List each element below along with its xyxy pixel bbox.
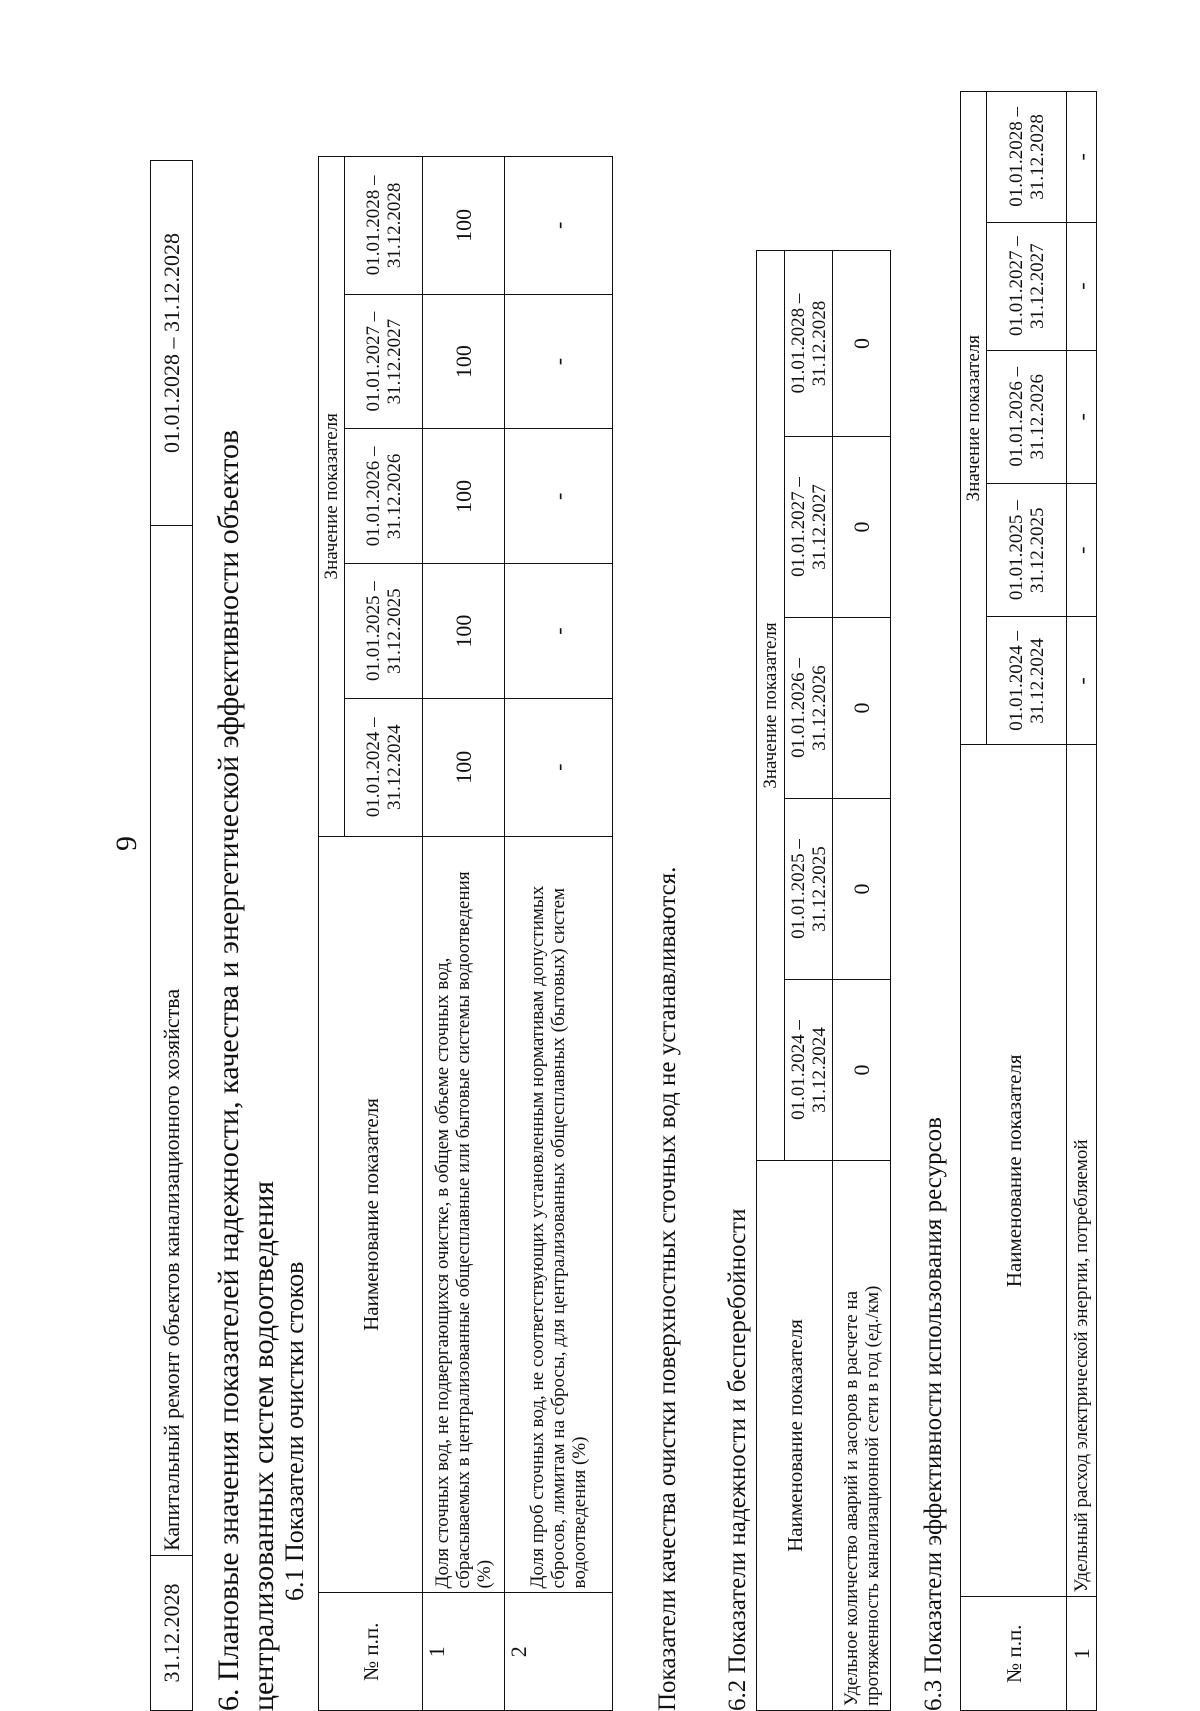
table-6-2 xyxy=(756,250,891,1711)
t62-period-5: 01.01.2028 – 31.12.2028 xyxy=(785,250,833,436)
schedule-period: 01.01.2028 – 31.12.2028 xyxy=(151,161,193,526)
t62-period-3: 01.01.2026 – 31.12.2026 xyxy=(785,618,833,799)
t61-period-3: 01.01.2026 – 31.12.2026 xyxy=(345,429,423,564)
t63-period-2: 01.01.2025 – 31.12.2025 xyxy=(987,484,1067,617)
t62-period-2: 01.01.2025 – 31.12.2025 xyxy=(785,799,833,980)
t61-period-1: 01.01.2024 – 31.12.2024 xyxy=(345,698,423,836)
surface-wastewater-note: Показатели качества очистки поверхностных сточных вод не устанавливаются. xyxy=(654,866,681,1711)
t63-row1-v4: - xyxy=(1067,222,1097,350)
t61-row1-v5: 100 xyxy=(423,157,505,295)
schedule-row-table xyxy=(150,160,193,1711)
t61-row1-name: Доля сточных вод, не подвергающихся очистке, в общем объеме сточных вод, сбрасываемых в централизованные общесплавные или бытовые системы водоотведения (%) xyxy=(423,836,505,1593)
t62-row1-v2: 0 xyxy=(833,799,891,980)
t63-row1-num: 1 xyxy=(1067,1597,1097,1711)
t61-period-5: 01.01.2028 – 31.12.2028 xyxy=(345,157,423,295)
t61-row1-num: 1 xyxy=(423,1593,505,1711)
t63-row1-v2: - xyxy=(1067,484,1097,617)
table-row xyxy=(1067,92,1097,1711)
t62-col-name: Наименование показателя xyxy=(757,1161,833,1711)
t61-row1-v1: 100 xyxy=(423,698,505,836)
t63-col-value: Значение показателя xyxy=(961,92,987,745)
t61-row2-v4: - xyxy=(505,294,613,429)
t61-row1-v3: 100 xyxy=(423,429,505,564)
t61-col-value: Значение показателя xyxy=(319,157,345,837)
t63-row1-name: Удельный расход электрической энергии, потребляемой xyxy=(1067,745,1097,1597)
t61-row2-v3: - xyxy=(505,429,613,564)
t62-period-1: 01.01.2024 – 31.12.2024 xyxy=(785,980,833,1161)
t61-col-num: № п.п. xyxy=(319,1593,423,1711)
t61-row2-name: Доля проб сточных вод, не соответствующих установленным нормативам допустимых сбросов, лимитам на сбросы, для централизованных общесплавных (бытовых) систем водоотведения (%) xyxy=(505,836,613,1593)
table-6-2-title: 6.2 Показатели надежности и бесперебойности xyxy=(724,1208,751,1711)
schedule-event: Капитальный ремонт объектов канализационного хозяйства xyxy=(151,526,193,1556)
table-row xyxy=(423,157,505,1711)
t62-row1-v5: 0 xyxy=(833,250,891,436)
t63-period-3: 01.01.2026 – 31.12.2026 xyxy=(987,350,1067,483)
t63-period-4: 01.01.2027 – 31.12.2027 xyxy=(987,222,1067,350)
t63-row1-v3: - xyxy=(1067,350,1097,483)
t63-period-5: 01.01.2028 – 31.12.2028 xyxy=(987,92,1067,223)
t61-row1-v4: 100 xyxy=(423,294,505,429)
t61-row2-v1: - xyxy=(505,698,613,836)
t61-row2-num: 2 xyxy=(505,1593,613,1711)
section-6-title-line1: 6. Плановые значения показателей надежности, качества и энергетической эффективности объектов xyxy=(212,429,245,1711)
t61-row2-v2: - xyxy=(505,564,613,699)
t63-row1-v5: - xyxy=(1067,92,1097,223)
t62-period-4: 01.01.2027 – 31.12.2027 xyxy=(785,437,833,618)
page-number: 9 xyxy=(110,836,143,851)
t62-row1-name: Удельное количество аварий и засоров в расчете на протяженность канализационной сети в год (ед./км) xyxy=(833,1161,891,1711)
table-row xyxy=(505,157,613,1711)
t63-period-1: 01.01.2024 – 31.12.2024 xyxy=(987,617,1067,745)
section-6-title-line2: централизованных систем водоотведения xyxy=(247,1180,280,1711)
table-row xyxy=(833,250,891,1710)
schedule-date: 31.12.2028 xyxy=(151,1556,193,1711)
table-6-1-title: 6.1 Показатели очистки стоков xyxy=(280,1261,309,1601)
t61-period-4: 01.01.2027 – 31.12.2027 xyxy=(345,294,423,429)
table-6-3 xyxy=(960,91,1097,1711)
t61-row1-v2: 100 xyxy=(423,564,505,699)
table-6-3-title: 6.3 Показатели эффективности использования ресурсов xyxy=(920,1117,947,1711)
t62-row1-v4: 0 xyxy=(833,437,891,618)
t61-period-2: 01.01.2025 – 31.12.2025 xyxy=(345,564,423,699)
t63-row1-v1: - xyxy=(1067,617,1097,745)
table-6-1 xyxy=(318,156,613,1711)
t62-row1-v3: 0 xyxy=(833,618,891,799)
t62-col-value: Значение показателя xyxy=(757,250,785,1160)
t61-row2-v5: - xyxy=(505,157,613,295)
t62-row1-v1: 0 xyxy=(833,980,891,1161)
t61-col-name: Наименование показателя xyxy=(319,836,423,1593)
t63-col-num: № п.п. xyxy=(961,1597,1067,1711)
t63-col-name: Наименование показателя xyxy=(961,745,1067,1597)
